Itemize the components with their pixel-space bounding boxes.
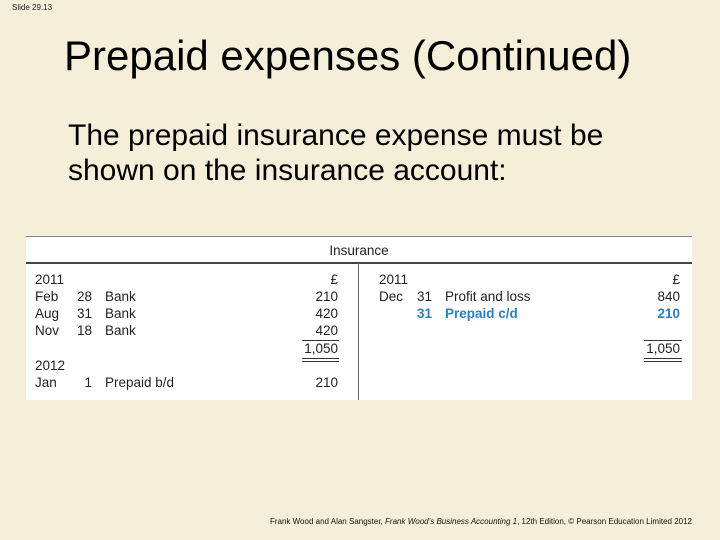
debit-row-day: 28 bbox=[76, 289, 92, 304]
credit-row-description-highlighted: Prepaid c/d bbox=[445, 306, 518, 321]
ledger-heading: Insurance bbox=[329, 243, 389, 258]
credit-row-day: 31 bbox=[416, 289, 432, 304]
insurance-ledger-account bbox=[26, 236, 692, 400]
credit-row-amount: 840 bbox=[657, 289, 680, 304]
debit-row-day: 18 bbox=[76, 323, 92, 338]
credit-total-rule-double bbox=[644, 361, 682, 362]
debit-currency: £ bbox=[330, 272, 338, 287]
footer-book-title: Frank Wood’s Business Accounting 1 bbox=[385, 517, 518, 526]
debit-row-month: Nov bbox=[35, 323, 60, 338]
debit-row-description: Bank bbox=[105, 289, 136, 304]
slide-number: Slide 29.13 bbox=[12, 3, 53, 12]
credit-row-month: Dec bbox=[379, 289, 404, 304]
debit-row-amount: 210 bbox=[315, 289, 338, 304]
debit-row-description: Bank bbox=[105, 306, 136, 321]
slide-body-text: The prepaid insurance expense must be shown on the insurance account: bbox=[68, 119, 604, 187]
credit-total: 1,050 bbox=[646, 341, 680, 356]
ledger-header-rule bbox=[26, 262, 692, 264]
debit-year: 2011 bbox=[35, 272, 65, 287]
ledger-center-divider bbox=[358, 263, 359, 400]
debit-row-amount: 420 bbox=[315, 306, 338, 321]
debit-carry-day: 1 bbox=[84, 375, 92, 390]
debit-year-2012: 2012 bbox=[35, 358, 66, 373]
debit-row-description: Bank bbox=[105, 323, 136, 338]
debit-total: 1,050 bbox=[304, 341, 338, 356]
credit-row-day-highlighted: 31 bbox=[416, 306, 432, 321]
debit-total-rule-double bbox=[302, 361, 339, 362]
debit-carry-month: Jan bbox=[35, 375, 57, 390]
debit-total-rule-bottom bbox=[302, 358, 339, 359]
credit-row-amount-highlighted: 210 bbox=[657, 306, 680, 321]
credit-year: 2011 bbox=[379, 272, 409, 287]
credit-row-description: Profit and loss bbox=[445, 289, 531, 304]
debit-row-month: Aug bbox=[35, 306, 60, 321]
debit-row-month: Feb bbox=[35, 289, 59, 304]
debit-carry-description: Prepaid b/d bbox=[105, 375, 175, 390]
credit-total-rule-bottom bbox=[644, 358, 682, 359]
debit-carry-amount: 210 bbox=[315, 375, 338, 390]
footer-authors: Frank Wood and Alan Sangster, bbox=[269, 517, 386, 526]
ledger-top-border bbox=[26, 236, 692, 237]
debit-row-day: 31 bbox=[76, 306, 92, 321]
slide-title: Prepaid expenses (Continued) bbox=[64, 32, 632, 79]
debit-row-amount: 420 bbox=[315, 323, 338, 338]
slide-footer-citation bbox=[270, 517, 692, 526]
footer-edition: , 12th Edition, © Pearson Education Limited 2012 bbox=[517, 517, 692, 526]
credit-currency: £ bbox=[672, 272, 680, 287]
